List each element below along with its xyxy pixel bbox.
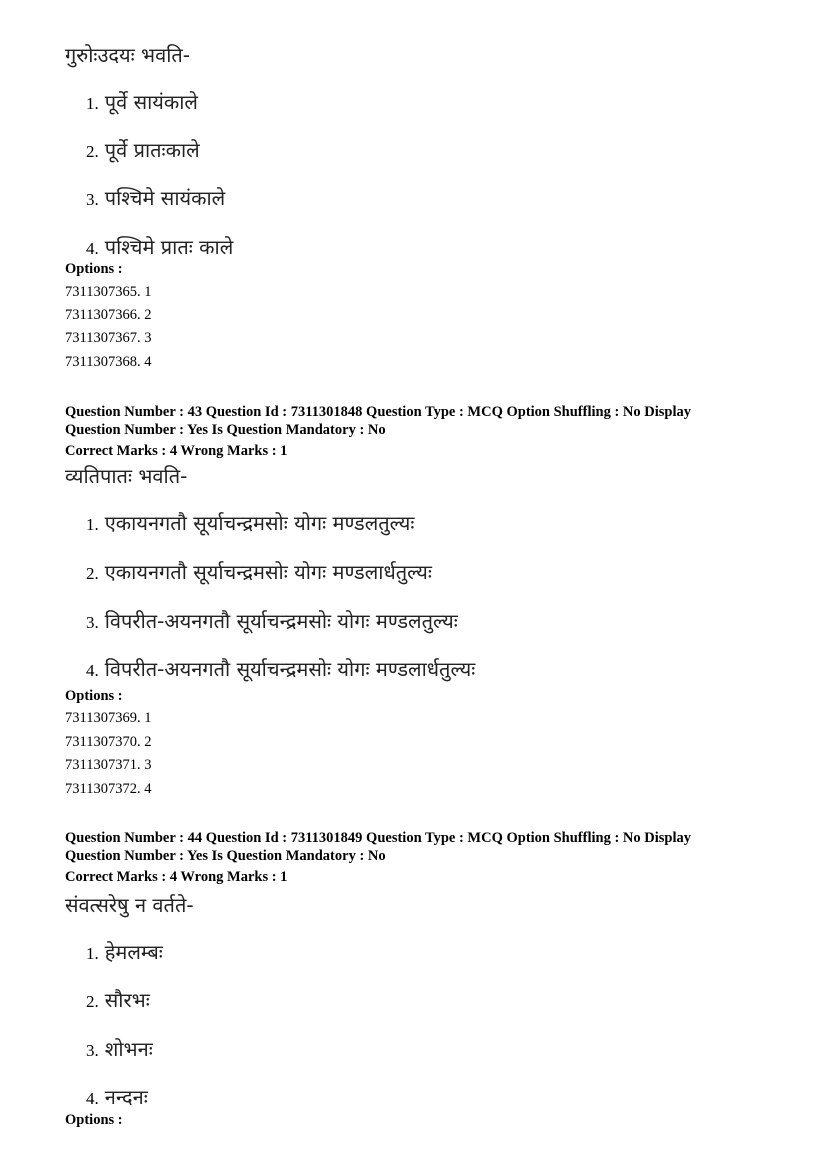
question-marks: Correct Marks : 4 Wrong Marks : 1 <box>65 869 288 885</box>
options-label: Options : <box>65 1112 123 1128</box>
option-number: 1. <box>86 515 99 534</box>
option-item <box>86 137 200 165</box>
option-id: 7311307365. 1 <box>65 284 152 300</box>
option-id: 7311307370. 2 <box>65 734 152 750</box>
option-text: विपरीत-अयनगतौ सूर्याचन्द्रमसोः योगः मण्डलतुल्यः <box>104 609 458 633</box>
option-number: 1. <box>86 944 99 963</box>
option-number: 3. <box>86 190 99 209</box>
option-item <box>86 1036 153 1064</box>
option-text: एकायनगतौ सूर्याचन्द्रमसोः योगः मण्डलार्धतुल्यः <box>104 560 432 584</box>
option-item <box>86 89 198 117</box>
option-number: 4. <box>86 1089 99 1108</box>
question-text: व्यतिपातः भवति- <box>65 464 188 488</box>
options-label: Options : <box>65 688 123 704</box>
option-item <box>86 608 458 636</box>
question-meta: Question Number : Yes Is Question Mandatory : No <box>65 422 386 438</box>
option-item <box>86 234 233 262</box>
option-number: 2. <box>86 564 99 583</box>
option-text: पश्चिमे प्रातः काले <box>104 235 234 259</box>
option-item <box>86 939 163 967</box>
option-id: 7311307367. 3 <box>65 330 152 346</box>
option-number: 2. <box>86 142 99 161</box>
question-text: गुरुोःउदयः भवति- <box>65 43 190 67</box>
option-id: 7311307372. 4 <box>65 781 152 797</box>
option-id: 7311307371. 3 <box>65 757 152 773</box>
question-text: संवत्सरेषु न वर्तते- <box>65 893 194 917</box>
question-meta: Question Number : 44 Question Id : 7311301849 Question Type : MCQ Option Shuffling : No Display <box>65 830 691 846</box>
option-text: शोभनः <box>104 1037 153 1061</box>
question-marks: Correct Marks : 4 Wrong Marks : 1 <box>65 443 288 459</box>
option-item <box>86 656 475 684</box>
option-number: 3. <box>86 613 99 632</box>
option-text: पश्चिमे सायंकाले <box>104 186 226 210</box>
question-meta: Question Number : 43 Question Id : 7311301848 Question Type : MCQ Option Shuffling : No Display <box>65 404 691 420</box>
option-item <box>86 185 225 213</box>
option-text: नन्दनः <box>104 1085 148 1109</box>
option-text: एकायनगतौ सूर्याचन्द्रमसोः योगः मण्डलतुल्यः <box>104 511 415 535</box>
option-text: विपरीत-अयनगतौ सूर्याचन्द्रमसोः योगः मण्डलार्धतुल्यः <box>104 657 476 681</box>
option-item <box>86 987 150 1015</box>
option-number: 1. <box>86 94 99 113</box>
option-text: पूर्वे सायंकाले <box>104 90 198 114</box>
option-number: 3. <box>86 1041 99 1060</box>
option-text: हेमलम्बः <box>104 940 163 964</box>
option-item <box>86 510 414 538</box>
option-item <box>86 559 432 587</box>
option-text: सौरभः <box>104 988 150 1012</box>
options-label: Options : <box>65 261 123 277</box>
option-id: 7311307366. 2 <box>65 307 152 323</box>
option-id: 7311307369. 1 <box>65 710 152 726</box>
option-number: 4. <box>86 239 99 258</box>
option-text: पूर्वे प्रातःकाले <box>104 138 200 162</box>
option-id: 7311307368. 4 <box>65 354 152 370</box>
question-meta: Question Number : Yes Is Question Mandatory : No <box>65 848 386 864</box>
option-number: 4. <box>86 661 99 680</box>
option-item <box>86 1084 148 1112</box>
option-number: 2. <box>86 992 99 1011</box>
